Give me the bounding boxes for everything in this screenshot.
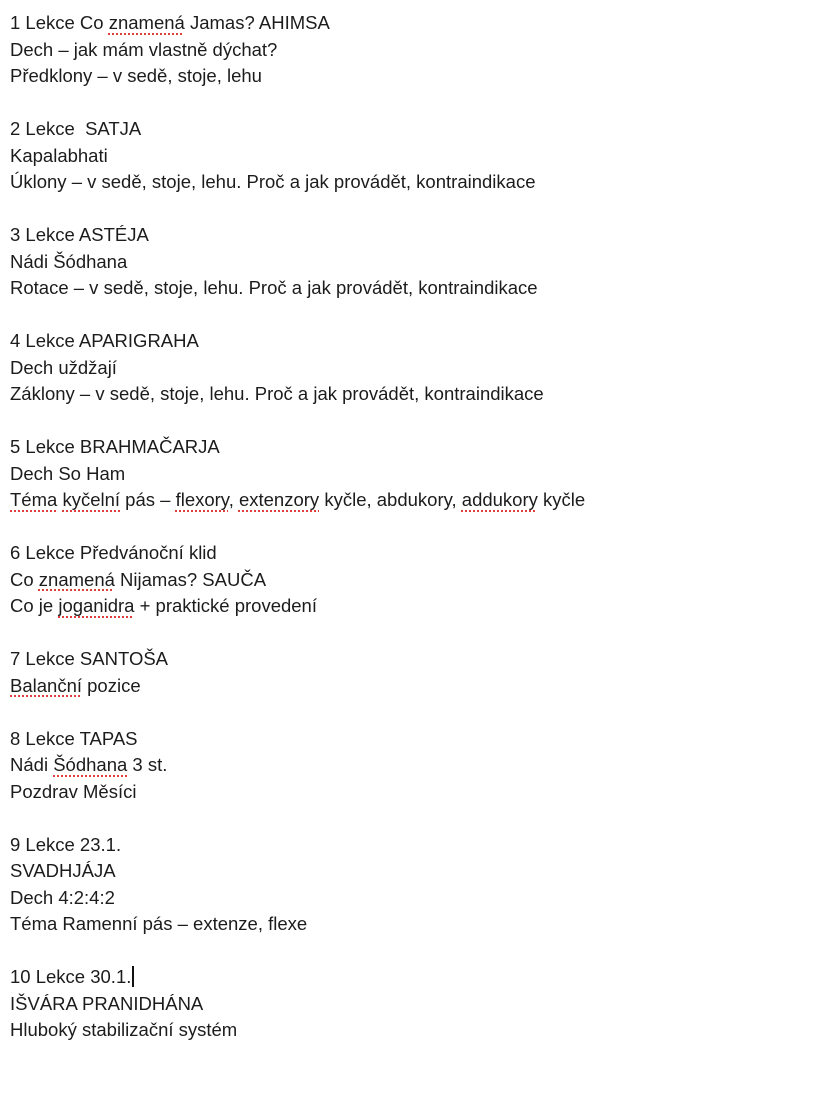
lesson-heading (10, 646, 805, 673)
text-run: Nádi Šódhana (10, 250, 128, 272)
misspelled-word: Šódhana (53, 754, 128, 775)
lesson-block (10, 646, 805, 699)
text-run: Rotace – v sedě, stoje, lehu. Proč a jak provádět, kontraindikace (10, 277, 538, 298)
lesson-line (10, 991, 805, 1018)
lesson-heading (10, 434, 805, 461)
lesson-line (10, 355, 805, 382)
text-run: pás – (120, 489, 176, 510)
lesson-line (10, 249, 805, 276)
lesson-line (10, 567, 805, 594)
text-run: Pozdrav Měsíci (10, 780, 137, 802)
lesson-block (10, 328, 805, 408)
lesson-line (10, 858, 805, 885)
text-run: 8 Lekce TAPAS (10, 727, 138, 749)
text-run: 10 Lekce 30.1. (10, 966, 132, 987)
text-run: 7 Lekce SANTOŠA (10, 648, 169, 669)
lesson-line (10, 143, 805, 170)
text-run: kyčle (537, 489, 586, 510)
lesson-line (10, 63, 805, 90)
lesson-block (10, 10, 805, 90)
text-run: SVADHJÁJA (10, 860, 116, 881)
lesson-line (10, 1017, 805, 1044)
lesson-heading (10, 726, 805, 753)
text-run: Dech So Ham (10, 462, 126, 484)
lesson-line (10, 487, 805, 514)
text-run: Dech 4:2:4:2 (10, 886, 115, 908)
text-run: 2 Lekce SATJA (10, 118, 142, 139)
lesson-line (10, 752, 805, 779)
text-run: Co je (10, 595, 59, 616)
text-run: Úklony – v sedě, stoje, lehu. Proč a jak provádět, kontraindikace (10, 171, 536, 192)
text-run: Téma Ramenní pás – extenze, flexe (10, 913, 308, 934)
misspelled-word: kyčelní (62, 489, 121, 510)
lesson-line (10, 169, 805, 196)
text-run: pozice (82, 674, 141, 696)
lesson-heading (10, 222, 805, 249)
text-run: Nijamas? SAUČA (114, 568, 267, 590)
text-run: 6 Lekce Předvánoční klid (10, 542, 217, 563)
lesson-line (10, 911, 805, 938)
text-run: IŠVÁRA PRANIDHÁNA (10, 992, 204, 1014)
text-run: Co (10, 568, 39, 590)
text-run: Záklony – v sedě, stoje, lehu. Proč a jak provádět, kontraindikace (10, 383, 544, 404)
misspelled-word: znamená (38, 568, 115, 590)
misspelled-word: Téma (10, 489, 58, 510)
misspelled-word: joganidra (58, 595, 135, 616)
text-run: Dech – jak mám vlastně dýchat? (10, 38, 278, 60)
misspelled-word: Balanční (10, 674, 82, 696)
lesson-block (10, 434, 805, 514)
lesson-block (10, 540, 805, 620)
lesson-block (10, 964, 805, 1044)
lesson-line (10, 779, 805, 806)
text-run: Jamas? AHIMSA (184, 12, 330, 33)
lesson-line (10, 461, 805, 488)
misspelled-word: znamená (108, 12, 185, 33)
lesson-line (10, 885, 805, 912)
lesson-heading (10, 964, 805, 991)
misspelled-word: extenzory (238, 489, 320, 510)
text-run: , (228, 489, 239, 510)
lesson-block (10, 832, 805, 938)
lesson-heading (10, 10, 805, 37)
lesson-line (10, 275, 805, 302)
text-cursor (132, 966, 134, 987)
text-run: 3 st. (127, 754, 168, 775)
lesson-heading (10, 540, 805, 567)
lesson-block (10, 726, 805, 806)
lesson-block (10, 222, 805, 302)
lesson-block (10, 116, 805, 196)
text-run: + praktické provedení (134, 595, 317, 616)
text-run: 5 Lekce BRAHMAČARJA (10, 436, 220, 457)
text-run: 1 Lekce Co (10, 12, 109, 33)
lesson-heading (10, 116, 805, 143)
text-run: Kapalabhati (10, 144, 108, 166)
lesson-line (10, 37, 805, 64)
lesson-line (10, 593, 805, 620)
lesson-heading (10, 832, 805, 859)
document-body[interactable] (10, 10, 805, 1070)
text-run: kyčle, abdukory, (319, 489, 462, 510)
text-run: 9 Lekce 23.1. (10, 833, 122, 855)
text-run: Nádi (10, 754, 54, 775)
misspelled-word: addukory (461, 489, 538, 510)
lesson-line (10, 673, 805, 700)
text-run: Dech uždžají (10, 356, 117, 378)
lesson-line (10, 381, 805, 408)
text-run: 3 Lekce ASTÉJA (10, 224, 149, 245)
text-run: Hluboký stabilizační systém (10, 1019, 238, 1040)
text-run: 4 Lekce APARIGRAHA (10, 330, 199, 351)
misspelled-word: flexory (175, 489, 229, 510)
text-run: Předklony – v sedě, stoje, lehu (10, 65, 262, 86)
lesson-heading (10, 328, 805, 355)
